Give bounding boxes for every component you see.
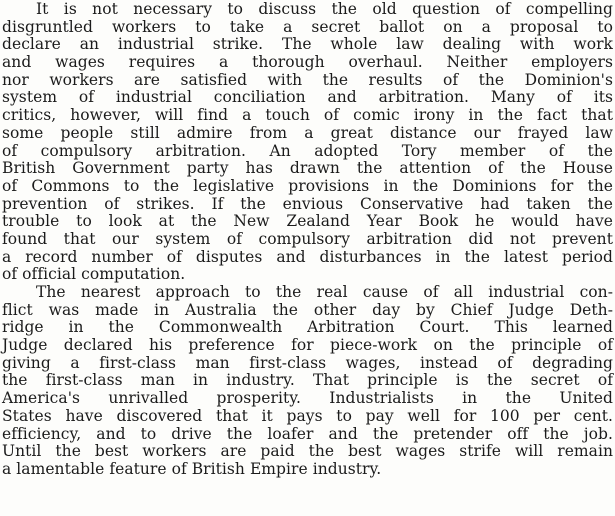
paragraph-2 [2, 284, 613, 479]
text-line: the first-class man in industry. That principle is the secret of [2, 371, 613, 390]
text-line: giving a first-class man first-class wages, instead of degrading [2, 353, 613, 372]
text-line: efficiency, and to drive the loafer and the pretender off the job. [2, 424, 613, 443]
text-line: Until the best workers are paid the best wages strife will remain [2, 442, 613, 461]
text-line: Judge declared his preference for piece-work on the principle of [2, 336, 613, 355]
text-line: flict was made in Australia the other day by Chief Judge Deth- [2, 300, 613, 319]
text-line: disgruntled workers to take a secret ballot on a proposal to [2, 17, 613, 36]
text-line: The nearest approach to the real cause of all industrial con- [36, 283, 613, 301]
text-line: a lamentable feature of British Empire industry. [2, 459, 382, 478]
text-line: critics, however, will find a touch of comic irony in the fact that [2, 106, 613, 125]
text-line: of compulsory arbitration. An adopted Tory member of the [2, 141, 613, 160]
text-line: a record number of disputes and disturbances in the latest period [2, 247, 613, 266]
text-line: declare an industrial strike. The whole law dealing with work [2, 35, 613, 54]
text-line: of official computation. [2, 265, 186, 284]
text-line: trouble to look at the New Zealand Year Book he would have [2, 212, 613, 231]
text-line: system of industrial conciliation and arbitration. Many of its [2, 88, 613, 107]
text-line: and wages requires a thorough overhaul. Neither employers [2, 53, 613, 72]
text-line: British Government party has drawn the attention of the House [2, 159, 613, 178]
paragraph-1 [2, 1, 613, 284]
text-line: found that our system of compulsory arbitration did not prevent [2, 229, 613, 248]
text-line: ridge in the Commonwealth Arbitration Court. This learned [2, 318, 613, 337]
text-line: nor workers are satisfied with the results of the Dominion's [2, 70, 613, 89]
article-column [2, 1, 613, 479]
text-line: some people still admire from a great distance our frayed law [2, 123, 613, 142]
text-line: prevention of strikes. If the envious Conservative had taken the [2, 194, 613, 213]
text-line: of Commons to the legislative provisions in the Dominions for the [2, 176, 613, 195]
text-line: America's unrivalled prosperity. Industrialists in the United [2, 389, 613, 408]
text-line: It is not necessary to discuss the old question of compelling [36, 0, 613, 18]
text-line: States have discovered that it pays to pay well for 100 per cent. [2, 406, 613, 425]
